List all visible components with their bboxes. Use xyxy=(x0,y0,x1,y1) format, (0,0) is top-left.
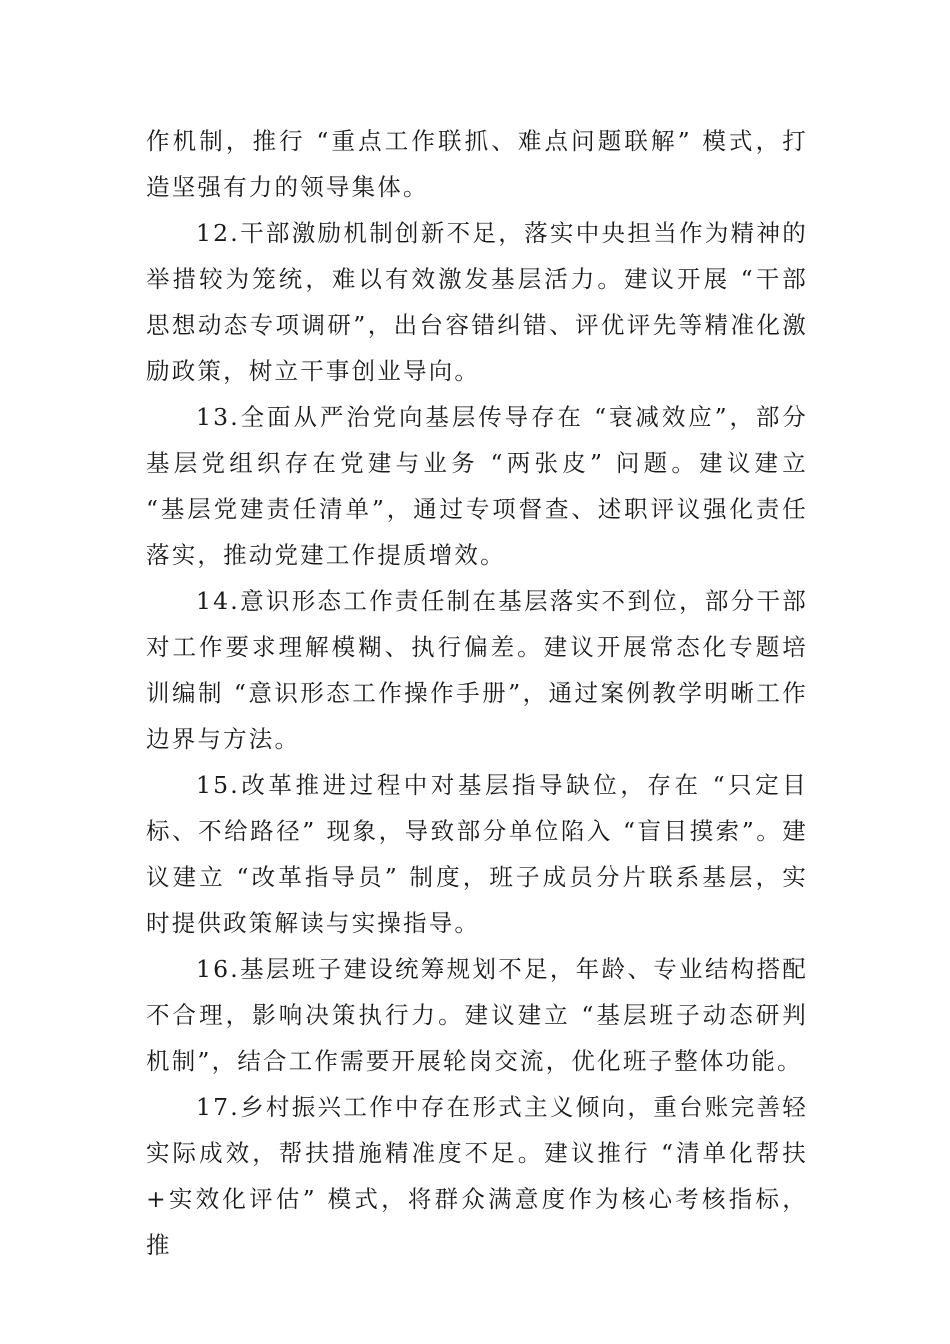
paragraph-item-12: 12.干部激励机制创新不足，落实中央担当作为精神的举措较为笼统，难以有效激发基层活力。建议开展 “干部思想动态专项调研”，出台容错纠错、评优评先等精准化激励政策，树立干事创业导向。 xyxy=(146,219,808,385)
paragraph-item-15: 15.改革推进过程中对基层指导缺位，存在 “只定目标、不给路径” 现象，导致部分单位陷入 “盲目摸索”。建议建立 “改革指导员” 制度，班子成员分片联系基层，实时提供政策解读与实操指导。 xyxy=(146,771,808,937)
paragraph-item-13: 13.全面从严治党向基层传导存在 “衰减效应”，部分基层党组织存在党建与业务 “两张皮” 问题。建议建立 “基层党建责任清单”，通过专项督查、述职评议强化责任落实，推动党建工作提质增效。 xyxy=(146,403,808,569)
document-body xyxy=(146,118,808,1268)
paragraph-item-17: 17.乡村振兴工作中存在形式主义倾向，重台账完善轻实际成效，帮扶措施精准度不足。建议推行 “清单化帮扶+实效化评估” 模式，将群众满意度作为核心考核指标，推 xyxy=(146,1093,808,1259)
paragraph-item-16: 16.基层班子建设统筹规划不足，年龄、专业结构搭配不合理，影响决策执行力。建议建立 “基层班子动态研判机制”，结合工作需要开展轮岗交流，优化班子整体功能。 xyxy=(146,955,808,1075)
paragraph-item-14: 14.意识形态工作责任制在基层落实不到位，部分干部对工作要求理解模糊、执行偏差。建议开展常态化专题培训编制 “意识形态工作操作手册”，通过案例教学明晰工作边界与方法。 xyxy=(146,587,808,753)
paragraph-continuation: 作机制，推行 “重点工作联抓、难点问题联解” 模式，打造坚强有力的领导集体。 xyxy=(146,127,808,201)
